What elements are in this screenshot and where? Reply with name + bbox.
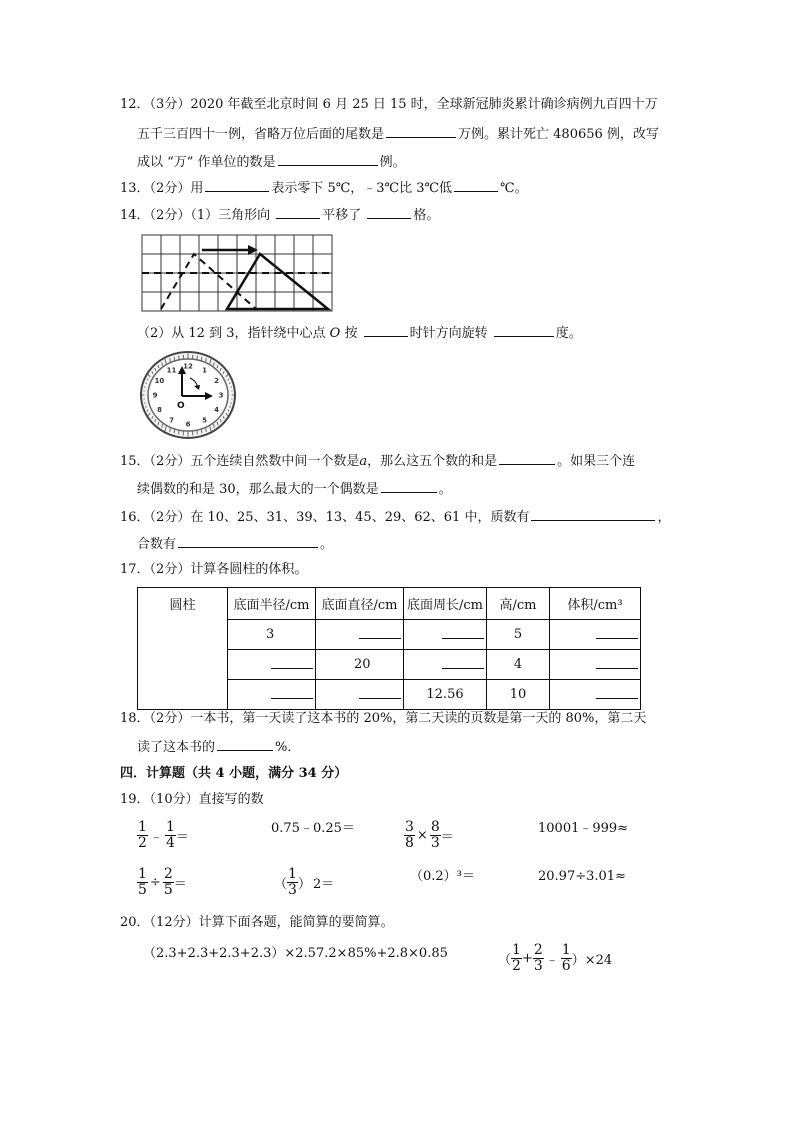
clock-number: 11 xyxy=(166,366,177,375)
table-cell: 10 xyxy=(487,680,550,710)
section-heading: 四．计算题（共 4 小题，满分 34 分） xyxy=(120,766,348,781)
q18-text-b: %． xyxy=(275,740,301,755)
q18-blank[interactable] xyxy=(217,737,273,751)
q15-text-b: ，那么这五个数的和是 xyxy=(367,454,498,469)
q14-blank-4[interactable] xyxy=(494,323,554,337)
q15-text-d: 续偶数的和是 30，那么最大的一个偶数是 xyxy=(137,482,379,497)
q13-text-b: 表示零下 5℃，﹣3℃比 3℃低 xyxy=(271,181,453,196)
clock-number: 10 xyxy=(154,377,165,385)
q16-blank-2[interactable] xyxy=(178,534,318,548)
q19-expr-4: 10001﹣999≈ xyxy=(538,821,629,836)
q14-text-b: 平移了 xyxy=(322,208,362,223)
q17-title: 17．（2分）计算各圆柱的体积。 xyxy=(120,562,308,577)
clock-number: 4 xyxy=(214,406,220,414)
q19-expr-8: 20.97÷3.01≈ xyxy=(538,869,626,884)
clock-number: 1 xyxy=(202,366,207,375)
q19-expr-3: $\frac{3}{8}$ × $\frac{8}{3}$ ＝ xyxy=(405,819,454,851)
q19-expr-5: $\frac{1}{5}$ ÷ $\frac{2}{5}$ ＝ xyxy=(138,866,187,898)
q14-text-e: 按 xyxy=(344,326,358,341)
q19-expr-6: （ $\frac{1}{3}$ ） 2＝ xyxy=(274,866,335,898)
q15-text-c: 。如果三个连 xyxy=(557,454,636,469)
q12-text-c: 成以 “万” 作单位的数是 xyxy=(137,155,276,170)
table-cell-blank[interactable] xyxy=(228,650,316,680)
q14-blank-1[interactable] xyxy=(276,205,320,219)
clock-number: 3 xyxy=(218,391,224,400)
q12-text-d: 例。 xyxy=(379,155,406,170)
q14-text-c: 格。 xyxy=(413,208,440,223)
table-header-circumference: 底面周长/cm xyxy=(404,588,487,620)
q16-line2 xyxy=(137,534,333,554)
table-cell-blank[interactable] xyxy=(404,620,487,650)
q20-title: 20．（12分）计算下面各题，能简算的要简算。 xyxy=(120,915,394,930)
clock-tick xyxy=(162,424,163,428)
table-cell-blank[interactable] xyxy=(404,650,487,680)
table-cell-blank[interactable] xyxy=(316,620,404,650)
q15-text-a: 15．（2分）五个连续自然数中间一个数是 xyxy=(120,454,360,469)
q16-line1 xyxy=(120,507,670,527)
table-row-header: 圆柱 xyxy=(138,588,228,710)
table-cell: 4 xyxy=(487,650,550,680)
q19-expr-2: 0.75﹣0.25＝ xyxy=(271,821,355,836)
q19-expr-1: $\frac{1}{2}$ ﹣ $\frac{1}{4}$ ＝ xyxy=(138,819,189,851)
q20-expr-3: （ $\frac{1}{2}$ + $\frac{2}{3}$ ﹣ $\frac{1}{6}$ ）×24 xyxy=(498,942,613,974)
q14-text-d: （2）从 12 到 3，指针绕中心点 xyxy=(137,326,326,341)
table-cell-blank[interactable] xyxy=(550,620,641,650)
clock-tick xyxy=(231,403,232,404)
table-cell: 12.56 xyxy=(404,680,487,710)
table-cell: 5 xyxy=(487,620,550,650)
q12-blank-1[interactable] xyxy=(386,124,456,138)
q14-center-o: O xyxy=(329,326,341,341)
clock-tick xyxy=(231,387,232,388)
cylinder-table xyxy=(137,587,641,710)
q12-line3 xyxy=(137,152,406,172)
q15-blank-2[interactable] xyxy=(381,479,437,493)
q14-blank-2[interactable] xyxy=(367,205,411,219)
table-header-diameter: 底面直径/cm xyxy=(316,588,404,620)
q19-expr-7: （0.2）³＝ xyxy=(410,869,475,884)
q16-text-a: 16．（2分）在 10、25、31、39、13、45、29、62、61 中，质数有 xyxy=(120,510,530,525)
clock-tick xyxy=(158,365,159,368)
q16-text-b: ， xyxy=(657,510,671,525)
clock-tick xyxy=(144,387,145,388)
q14-blank-3[interactable] xyxy=(364,323,408,337)
q14-part1 xyxy=(120,205,439,225)
q12-line1: 12．（3分）2020 年截至北京时间 6 月 25 日 15 时，全球新冠肺炎累计确诊病例九百四十万 xyxy=(120,97,658,112)
clock-number: 9 xyxy=(152,391,158,400)
table-header-radius: 底面半径/cm xyxy=(228,588,316,620)
clock-number: 12 xyxy=(183,362,193,371)
q15-text-e: 。 xyxy=(438,482,452,497)
q16-blank-1[interactable] xyxy=(531,507,655,521)
q12-line2 xyxy=(137,124,659,144)
q13-blank-2[interactable] xyxy=(454,178,498,192)
clock-tick xyxy=(217,365,218,368)
table-cell-blank[interactable] xyxy=(550,650,641,680)
q14-text-g: 度。 xyxy=(555,326,582,341)
clock-number: 8 xyxy=(156,406,162,414)
clock-number: 6 xyxy=(185,420,191,429)
clock-tick xyxy=(217,422,218,425)
table-cell-blank[interactable] xyxy=(228,680,316,710)
clock-tick xyxy=(158,422,159,425)
clock-number: 5 xyxy=(202,416,207,425)
q18-line1: 18．（2分）一本书，第一天读了这本书的 20%，第二天读的页数是第一天的 80%，第二天 xyxy=(120,711,647,726)
table-header-volume: 体积/cm³ xyxy=(550,588,641,620)
q15-var-a: a xyxy=(359,454,368,469)
clock-center-label: O xyxy=(177,401,185,411)
q18-text-a: 读了这本书的 xyxy=(137,740,216,755)
q15-blank-1[interactable] xyxy=(499,451,555,465)
q12-blank-2[interactable] xyxy=(278,152,378,166)
q13-text-a: 13．（2分）用 xyxy=(120,181,204,196)
triangle-grid-figure xyxy=(140,233,334,313)
q13-line xyxy=(120,178,528,198)
clock-number: 7 xyxy=(169,416,174,425)
q20-expr-1: （2.3+2.3+2.3+2.3）×2.5 xyxy=(143,946,316,961)
clock-tick xyxy=(170,428,171,432)
clock-figure xyxy=(138,350,238,440)
clock-tick xyxy=(206,428,207,432)
clock-tick xyxy=(206,358,207,362)
table-header-height: 高/cm xyxy=(487,588,550,620)
clock-tick xyxy=(170,358,171,362)
q15-line2 xyxy=(137,479,452,499)
q19-title: 19．（10分）直接写的数 xyxy=(120,792,264,807)
q13-text-c: ℃。 xyxy=(500,181,528,196)
q20-expr-2: 7.2×85%+2.8×0.85 xyxy=(316,946,448,961)
table-cell: 3 xyxy=(228,620,316,650)
clock-number: 2 xyxy=(214,377,220,385)
q12-text-a: 五千三百四十一例，省略万位后面的尾数是 xyxy=(137,127,385,142)
clock-tick xyxy=(144,403,145,404)
q16-text-c: 合数有 xyxy=(137,537,177,552)
clock-tick xyxy=(162,362,163,366)
q13-blank-1[interactable] xyxy=(205,178,269,192)
table-cell-blank[interactable] xyxy=(316,680,404,710)
q14-text-a: 14．（2分）（1）三角形向 xyxy=(120,208,271,223)
table-cell-blank[interactable] xyxy=(550,680,641,710)
clock-tick xyxy=(214,362,215,366)
q18-line2 xyxy=(137,737,300,757)
q12-text-b: 万例。累计死亡 480656 例，改写 xyxy=(458,127,659,142)
q15-line1 xyxy=(120,451,635,471)
table-cell: 20 xyxy=(316,650,404,680)
clock-tick xyxy=(214,424,215,428)
q14-text-f: 时针方向旋转 xyxy=(409,326,488,341)
q14-part2 xyxy=(137,323,582,343)
q16-text-d: 。 xyxy=(320,537,334,552)
